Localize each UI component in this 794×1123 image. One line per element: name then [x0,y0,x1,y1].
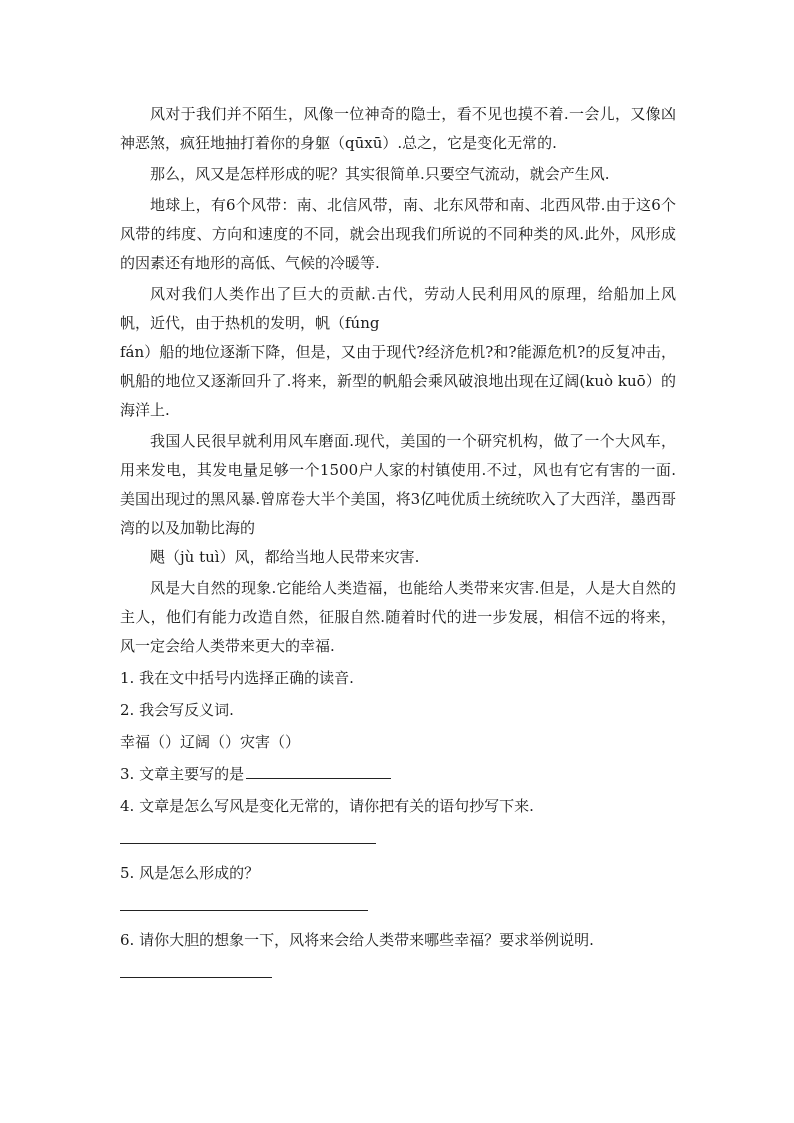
question-4: 4. 文章是怎么写风是变化无常的，请你把有关的语句抄写下来. [120,797,534,815]
question-2-items: 幸福（）辽阔（）灾害（） [120,733,301,751]
question-1: 1. 我在文中括号内选择正确的读音. [120,669,354,687]
passage-paragraph-4a: 风对我们人类作出了巨大的贡献.古代，劳动人民利用风的原理，给船加上风帆，近代，由于热机的发明，帆（fúng [120,285,676,332]
question-3-answer-blank[interactable] [246,760,391,779]
question-3 [120,757,676,789]
question-5-answer-line[interactable] [120,910,368,911]
passage-paragraph-1: 风对于我们并不陌生，风像一位神奇的隐士，看不见也摸不着.一会儿，又像凶神恶煞，疯狂地抽打着你的身躯（qūxū）.总之，它是变化无常的. [120,105,676,152]
question-6: 6. 请你大胆的想象一下，风将来会给人类带来哪些幸福？要求举例说明. [120,931,594,949]
passage-paragraph-3: 地球上，有6个风带：南、北信风带，南、北东风带和南、北西风带.由于这6个风带的纬度、方向和速度的不同，就会出现我们所说的不同种类的风.此外，风形成的因素还有地形的高低、气候的冷暖等. [120,196,676,272]
question-3-label: 3. 文章主要写的是 [120,765,245,783]
passage-paragraph-6: 风是大自然的现象.它能给人类造福，也能给人类带来灾害.但是，人是大自然的主人，他们有能力改造自然，征服自然.随着时代的进一步发展，相信不远的将来，风一定会给人类带来更大的幸福. [120,579,676,655]
question-5: 5. 风是怎么形成的？ [120,864,260,882]
passage-paragraph-5b: 飓（jù tuì）风，都给当地人民带来灾害. [150,548,420,566]
question-4-answer-line[interactable] [120,843,376,844]
question-2: 2. 我会写反义词. [120,701,234,719]
passage-paragraph-2: 那么，风又是怎样形成的呢？其实很简单.只要空气流动，就会产生风. [150,165,610,183]
worksheet-page [120,100,676,990]
passage-paragraph-4b: fán）船的地位逐渐下降，但是，又由于现代?经济危机?和?能源危机?的反复冲击，帆船的地位又逐渐回升了.将来，新型的帆船会乘风破浪地出现在辽阔(kuò kuō）的海洋上. [120,343,676,419]
question-6-answer-line[interactable] [120,977,272,978]
passage-paragraph-5: 我国人民很早就利用风车磨面.现代，美国的一个研究机构，做了一个大风车，用来发电，其发电量足够一个1500户人家的村镇使用.不过，风也有它有害的一面.美国出现过的黑风暴.曾席卷大半个美国，将3亿吨优质土统统吹入了大西洋，墨西哥湾的以及加勒比海的 [120,432,676,537]
